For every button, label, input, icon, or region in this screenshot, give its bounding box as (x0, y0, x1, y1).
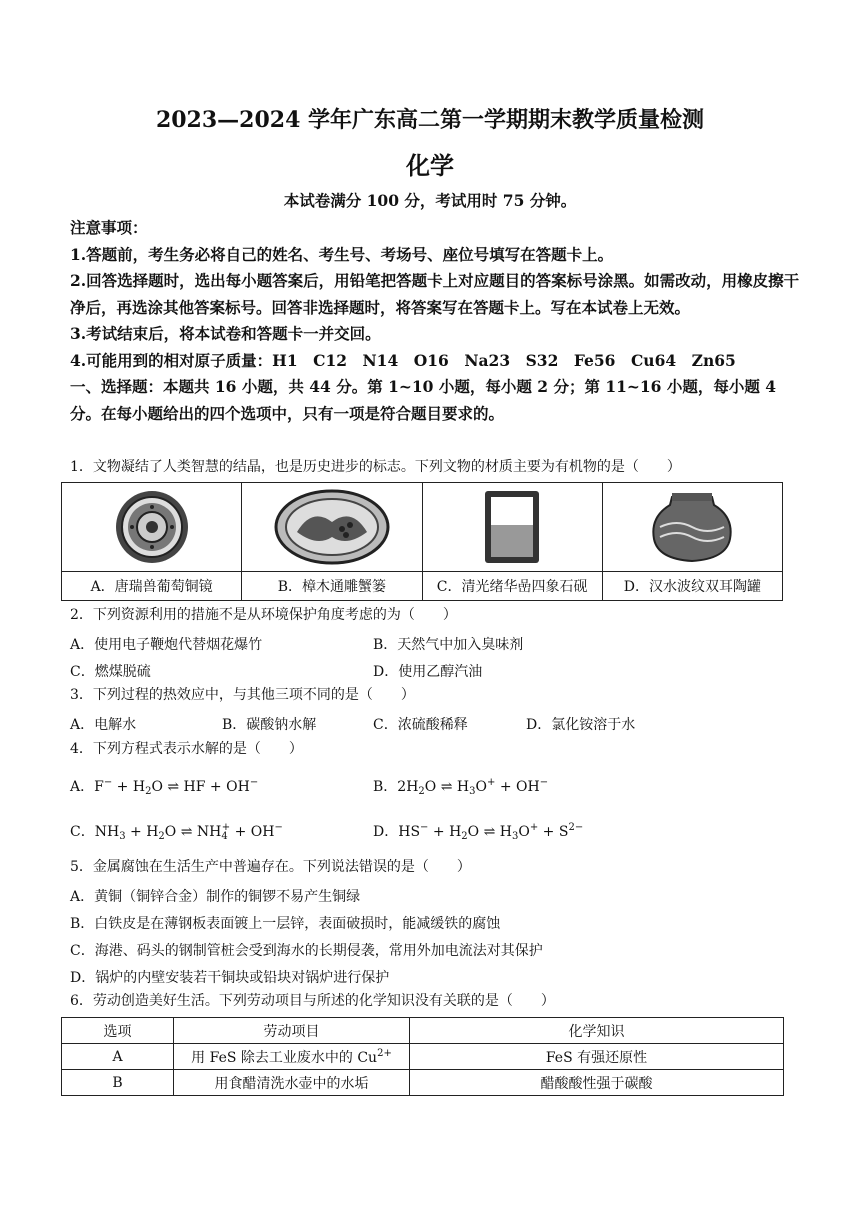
notes-heading: 注意事项： (70, 218, 148, 237)
option-label: B． (373, 779, 398, 795)
section-heading: 一、选择题：本题共 16 小题，共 44 分。第 1~10 小题，每小题 2 分；第 11~16 小题，每小题 4 分。在每小题给出的四个选项中，只有一项是符合题目要求的。 (70, 377, 777, 423)
row-option: A (62, 1044, 174, 1070)
question-2-option-b: B．天然气中加入臭味剂 (373, 637, 524, 653)
row-knowledge: FeS 有强还原性 (410, 1044, 784, 1070)
question-3-option-b: B．碳酸钠水解 (222, 717, 317, 733)
question-3-stem: 3．下列过程的热效应中，与其他三项不同的是（ ） (70, 687, 415, 703)
option-label: D． (373, 824, 399, 840)
question-5-option-a: A．黄铜（铜锌合金）制作的铜锣不易产生铜绿 (70, 889, 361, 905)
question-4-option-d: D．$HS^- + H_2O$ ⇌ $H_3O^+ + S^{2-}$ (373, 822, 584, 842)
question-4-option-a: A．$F^- + H_2O$ ⇌ HF + OH− (70, 777, 259, 797)
notes-block (70, 215, 800, 427)
option-a-caption: A．唐瑞兽葡萄铜镜 (62, 572, 242, 601)
question-2-option-d: D．使用乙醇汽油 (373, 664, 483, 680)
row-project: 用 FeS 除去工业废水中的 $Cu^{2+}$ (174, 1044, 410, 1070)
exam-title: 2023—2024 学年广东高二第一学期期末教学质量检测 (155, 107, 705, 133)
question-1-stem: 1．文物凝结了人类智慧的结晶，也是历史进步的标志。下列文物的材质主要为有机物的是（ ） (70, 459, 681, 475)
note-item: 3.考试结束后，将本试卷和答题卡一并交回。 (70, 324, 381, 343)
note-item: 2.回答选择题时，选出每小题答案后，用铅笔把答题卡上对应题目的答案标号涂黑。如需改动，用橡皮擦干净后，再选涂其他答案标号。回答非选择题时，将答案写在答题卡上。写在本试卷上无效。 (70, 271, 800, 317)
row-option: B (62, 1070, 174, 1096)
question-1-image-table (61, 482, 783, 601)
question-2-option-a: A．使用电子鞭炮代替烟花爆竹 (70, 637, 263, 653)
header-project: 劳动项目 (174, 1018, 410, 1044)
question-3-option-a: A．电解水 (70, 717, 137, 733)
question-6-table (61, 1017, 784, 1096)
exam-info: 本试卷满分 100 分，考试用时 75 分钟。 (283, 191, 577, 210)
question-3-option-d: D．氯化铵溶于水 (526, 717, 636, 733)
question-2-option-c: C．燃煤脱硫 (70, 664, 151, 680)
carved-crab-basket-image (242, 483, 422, 572)
question-4-option-b: B．$2H_2O$ ⇌ $H_3O^+ + OH^-$ (373, 777, 549, 797)
option-d-caption: D．汉水波纹双耳陶罐 (602, 572, 782, 601)
header-option: 选项 (62, 1018, 174, 1044)
question-2-stem: 2．下列资源利用的措施不是从环境保护角度考虑的为（ ） (70, 607, 457, 623)
pottery-jar-image (602, 483, 782, 572)
question-6-stem: 6．劳动创造美好生活。下列劳动项目与所述的化学知识没有关联的是（ ） (70, 993, 555, 1009)
table-row (62, 1070, 784, 1096)
question-3-option-c: C．浓硫酸稀释 (373, 717, 468, 733)
table-row (62, 1044, 784, 1070)
row-project: 用食醋清洗水壶中的水垢 (174, 1070, 410, 1096)
question-5-stem: 5．金属腐蚀在生活生产中普遍存在。下列说法错误的是（ ） (70, 859, 471, 875)
question-4-option-c: C．$NH_3 + H_2O$ ⇌ $NH_4^+ + OH^-$ (70, 822, 283, 842)
option-b-caption: B．樟木通雕蟹篓 (242, 572, 422, 601)
header-knowledge: 化学知识 (410, 1018, 784, 1044)
option-label: C． (70, 824, 95, 840)
option-c-caption: C．清光绪华嵒四象石砚 (422, 572, 602, 601)
note-item: 4.可能用到的相对原子质量：H1 C12 N14 O16 Na23 S32 Fe56 Cu64 Zn65 (70, 350, 736, 370)
ink-stone-image (422, 483, 602, 572)
note-item: 1.答题前，考生务必将自己的姓名、考生号、考场号、座位号填写在答题卡上。 (70, 244, 614, 264)
option-label: A． (70, 779, 95, 795)
question-5-option-d: D．锅炉的内壁安装若干铜块或铅块对锅炉进行保护 (70, 970, 390, 986)
table-header-row (62, 1018, 784, 1044)
question-5-option-b: B．白铁皮是在薄钢板表面镀上一层锌，表面破损时，能减缓铁的腐蚀 (70, 916, 501, 932)
row-knowledge: 醋酸酸性强于碳酸 (410, 1070, 784, 1096)
subject-title: 化学 (406, 151, 454, 180)
bronze-mirror-image (62, 483, 242, 572)
question-5-option-c: C．海港、码头的钢制管桩会受到海水的长期侵袭，常用外加电流法对其保护 (70, 943, 543, 959)
question-4-stem: 4．下列方程式表示水解的是（ ） (70, 741, 303, 757)
